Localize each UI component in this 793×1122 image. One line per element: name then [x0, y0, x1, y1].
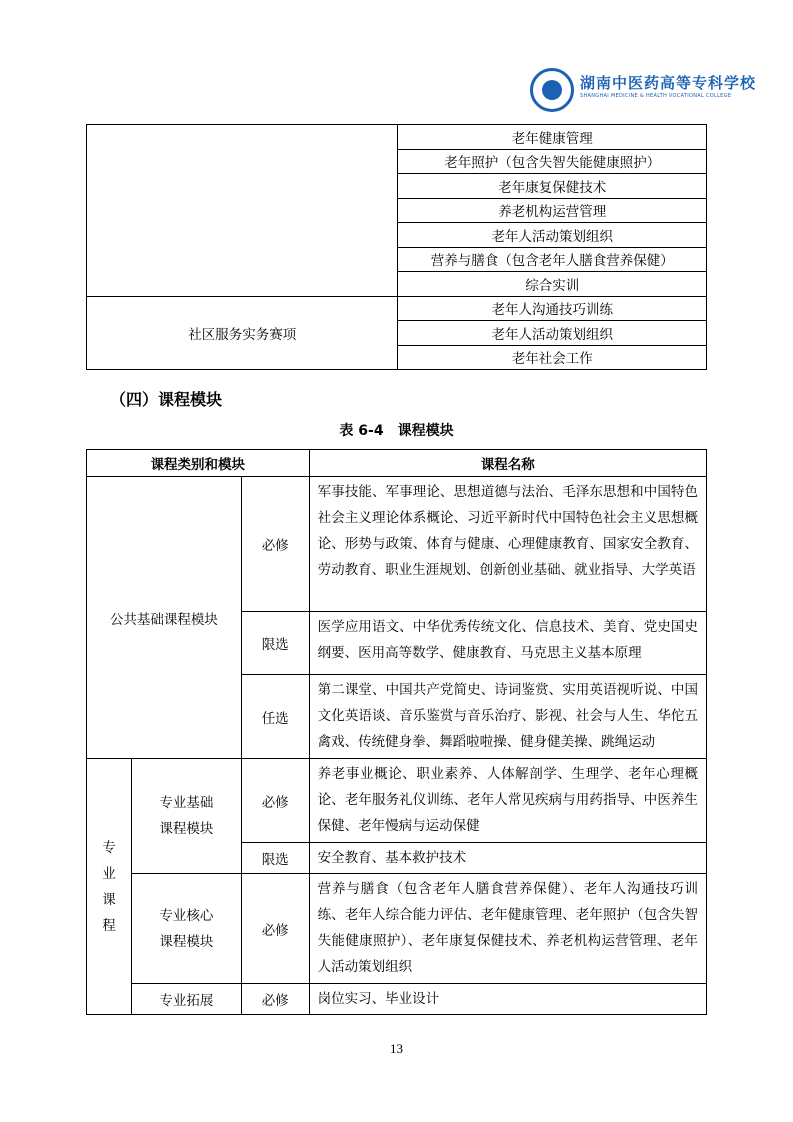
core-module-label	[131, 874, 241, 984]
logo-chinese-name: 湖南中医药高等专科学校	[580, 74, 757, 92]
header-category: 课程类别和模块	[87, 450, 310, 477]
college-logo	[530, 66, 757, 114]
page-number: 13	[390, 1041, 403, 1056]
module-label-line: 专业基础	[159, 795, 214, 811]
course-list: 养老事业概论、职业素养、人体解剖学、生理学、老年心理概论、老年服务礼仪训练、老年人常见疾病与用药指导、中医养生保健、老年慢病与运动保健	[309, 759, 706, 843]
table-cell: 老年健康管理	[398, 125, 707, 150]
table-cell: 综合实训	[398, 272, 707, 297]
core-module-text	[132, 903, 241, 955]
professional-course-label	[87, 759, 132, 1015]
requirement-label: 必修	[241, 759, 309, 843]
course-list: 营养与膳食（包含老年人膳食营养保健）、老年人沟通技巧训练、老年人综合能力评估、老年健康管理、老年照护（包含失智失能健康照护）、老年康复保健技术、养老机构运营管理、老年人活动策划组织	[309, 874, 706, 984]
group1-label-cell	[87, 125, 398, 297]
header-course-name: 课程名称	[309, 450, 706, 477]
table-cell: 老年社会工作	[398, 345, 707, 370]
vertical-char: 课	[102, 891, 116, 908]
requirement-label: 任选	[241, 675, 309, 759]
table-cell: 老年照护（包含失智失能健康照护）	[398, 149, 707, 174]
vertical-char: 业	[102, 865, 116, 882]
public-module-label: 公共基础课程模块	[87, 477, 242, 759]
course-list: 岗位实习、毕业设计	[309, 984, 706, 1015]
vertical-char: 专	[102, 839, 116, 856]
course-list: 第二课堂、中国共产党简史、诗词鉴赏、实用英语视听说、中国文化英语谈、音乐鉴赏与音乐治疗、影视、社会与人生、华佗五禽戏、传统健身拳、舞蹈啦啦操、健身健美操、跳绳运动	[309, 675, 706, 759]
requirement-label: 必修	[241, 984, 309, 1015]
college-emblem-icon	[530, 68, 574, 112]
extension-module-label: 专业拓展	[131, 984, 241, 1015]
table-cell: 老年人活动策划组织	[398, 223, 707, 248]
table-cell: 老年康复保健技术	[398, 174, 707, 199]
requirement-label: 必修	[241, 874, 309, 984]
section-heading: （四）课程模块	[110, 390, 223, 409]
module-label-line: 课程模块	[159, 821, 214, 837]
foundation-module-text	[132, 790, 241, 842]
competition-course-table	[86, 124, 707, 370]
table-cell: 老年人活动策划组织	[398, 321, 707, 346]
group2-label-cell: 社区服务实务赛项	[87, 296, 398, 370]
module-label-line: 专业核心	[159, 907, 214, 924]
table-cell: 养老机构运营管理	[398, 198, 707, 223]
course-list: 军事技能、军事理论、思想道德与法治、毛泽东思想和中国特色社会主义理论体系概论、习近平新时代中国特色社会主义思想概论、形势与政策、体育与健康、心理健康教育、国家安全教育、劳动教育、职业生涯规划、创新创业基础、就业指导、大学英语	[309, 477, 706, 612]
table-cell: 老年人沟通技巧训练	[398, 296, 707, 321]
table-caption: 表 6-4 课程模块	[339, 423, 454, 439]
course-module-table	[86, 449, 707, 1015]
professional-course-vertical-text	[87, 835, 131, 939]
vertical-char: 程	[102, 917, 116, 934]
course-list: 医学应用语文、中华优秀传统文化、信息技术、美育、党史国史纲要、医用高等数学、健康教育、马克思主义基本原理	[309, 612, 706, 675]
module-label-line: 课程模块	[159, 933, 214, 950]
foundation-module-label	[131, 759, 241, 874]
table-cell: 营养与膳食（包含老年人膳食营养保健）	[398, 247, 707, 272]
requirement-label: 限选	[241, 612, 309, 675]
logo-english-name: SHANGHAI MEDICINE & HEALTH VOCATIONAL COLLEGE	[580, 93, 732, 99]
requirement-label: 限选	[241, 843, 309, 874]
course-list: 安全教育、基本救护技术	[309, 843, 706, 874]
requirement-label: 必修	[241, 477, 309, 612]
